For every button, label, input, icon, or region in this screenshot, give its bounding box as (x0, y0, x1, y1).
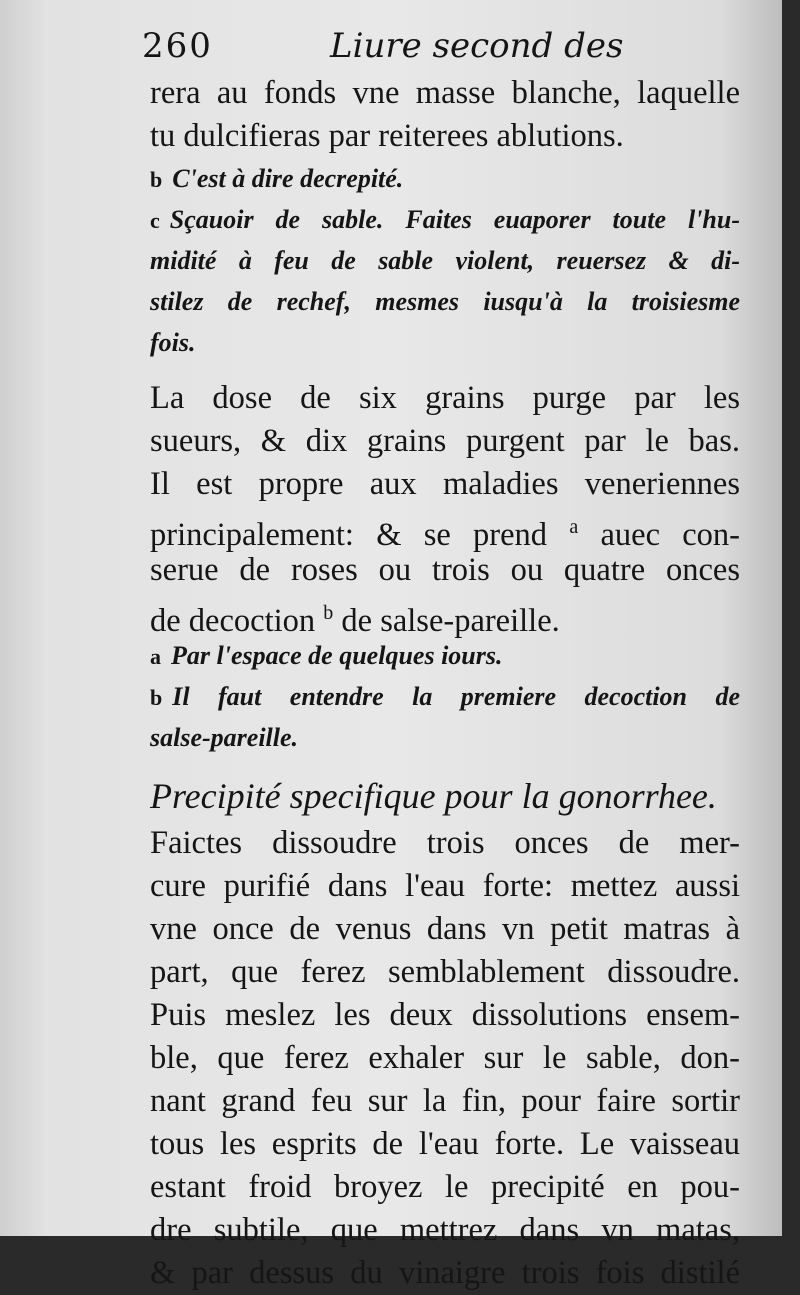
text-fragment: de decoction (150, 603, 316, 639)
text-line (150, 592, 740, 639)
text-line: cure purifié dans l'eau forte: mettez aussi (150, 868, 740, 904)
text-line: serue de roses ou trois ou quatre onces (150, 552, 740, 588)
page-header (142, 22, 722, 66)
running-title: Liure second des (330, 26, 624, 66)
page-number: 260 (142, 26, 213, 66)
note-mark: a (150, 644, 161, 669)
note-line: salse-pareille. (150, 723, 299, 752)
text-line: rera au fonds vne masse blanche, laquelle (150, 75, 740, 111)
note-text: Sçauoir de sable. Faites euaporer toute l'hu- (169, 205, 740, 234)
text-line: sueurs, & dix grains purgent par le bas. (150, 423, 740, 459)
text-line: Il est propre aux maladies veneriennes (150, 466, 740, 502)
text-line: vne once de venus dans vn petit matras à (150, 911, 740, 947)
text-line: Faictes dissoudre trois onces de mer- (150, 825, 740, 861)
note-text: Il faut entendre la premiere decoction de (172, 682, 740, 711)
text-line: La dose de six grains purge par les (150, 380, 740, 416)
note-reference-b: b (323, 602, 334, 624)
text-line (150, 506, 741, 553)
note-text: Par l'espace de quelques iours. (171, 641, 503, 670)
section-heading: Precipité specifique pour la gonorrhee. (150, 776, 717, 816)
text-line: nant grand feu sur la fin, pour faire sortir (150, 1083, 740, 1119)
text-line: tu dulcifieras par reiterees ablutions. (150, 118, 624, 154)
marginal-note-b (150, 158, 740, 199)
note-mark: b (150, 685, 163, 710)
note-line: stilez de rechef, mesmes iusqu'à la troisiesme (150, 287, 740, 316)
text-line: & par dessus du vinaigre trois fois distilé (150, 1255, 740, 1291)
text-line: ble, que ferez exhaler sur le sable, don- (150, 1040, 740, 1076)
page-text (150, 72, 740, 1295)
note-reference-a: a (569, 516, 579, 538)
note-text: C'est à dire decrepité. (172, 164, 404, 193)
text-line: Puis meslez les deux dissolutions ensem- (150, 997, 740, 1033)
text-line: estant froid broyez le precipité en pou- (150, 1169, 740, 1205)
text-line: dre subtile, que mettrez dans vn matas, (150, 1212, 740, 1248)
marginal-note-b2 (150, 676, 740, 717)
text-fragment: principalement: & se prend (150, 517, 548, 553)
text-line: tous les esprits de l'eau forte. Le vaisseau (150, 1126, 740, 1162)
text-line: part, que ferez semblablement dissoudre. (150, 954, 740, 990)
note-line: fois. (150, 328, 196, 357)
marginal-note-a (150, 635, 740, 676)
marginal-note-c (150, 199, 740, 240)
note-mark: c (150, 208, 160, 233)
text-fragment: de salse-pareille. (341, 603, 560, 639)
text-fragment: auec con- (600, 517, 741, 553)
note-mark: b (150, 167, 163, 192)
note-line: midité à feu de sable violent, reuersez & di- (150, 246, 740, 275)
spacer (150, 363, 740, 377)
